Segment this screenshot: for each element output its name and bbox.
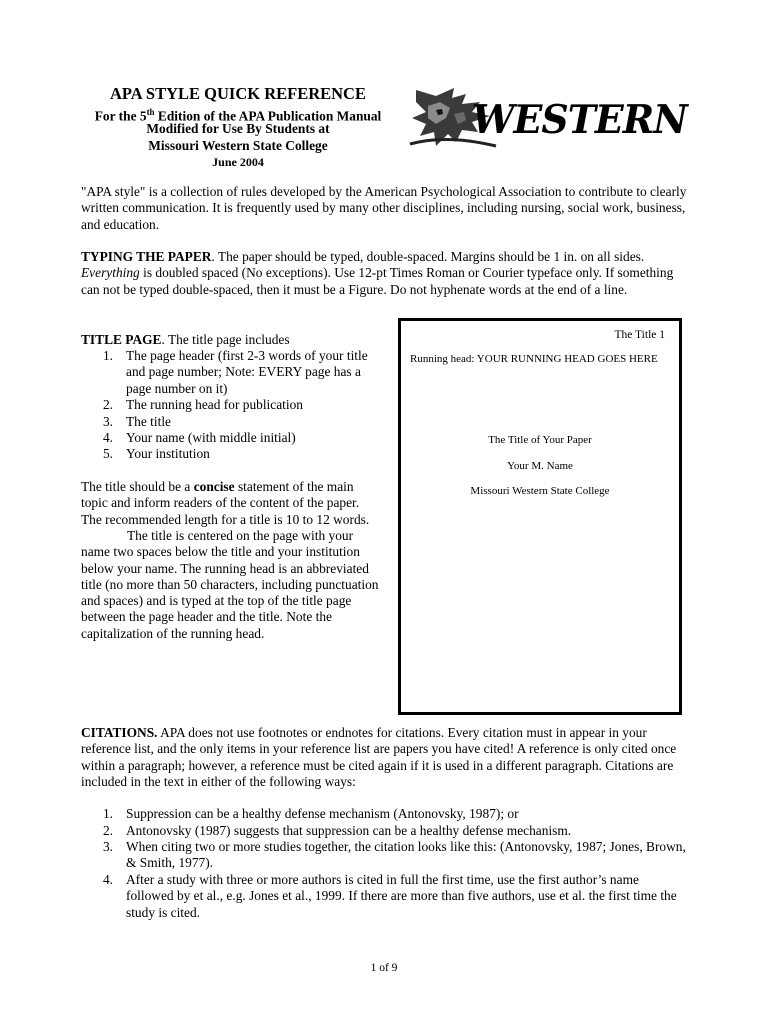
- document-title: APA STYLE QUICK REFERENCE: [110, 84, 366, 103]
- citations-paragraph: CITATIONS. APA does not use footnotes or endnotes for citations. Every citation must in appear in your reference list, and the only items in your reference list are papers you have cited! A reference is only cited once within a paragraph; however, a reference must be cited again if it is used in a different paragraph. Citations are included in the text in either of the following ways:: [81, 725, 677, 789]
- list-item: When citing two or more studies together, the citation looks like this: (Antonovsky, 1987; Jones, Brown, & Smith, 1977).: [126, 839, 686, 871]
- citations-list: 1. Suppression can be a healthy defense mechanism (Antonovsky, 1987); or 2. Antonovsky (1987) suggests that suppression can be a healthy defense mechanism. 3. When citing two or more studies together, the citation looks like this: (Antonovsky, 1987; Jones, Brown, & Smith, 1977). 4. After a study with three or more authors is cited in full the first time, use the first author’s name followed by et al., e.g. Jones et al., 1999. If there are more than five authors, use et al. the first time the study is cited.: [102, 806, 686, 920]
- citations-heading: CITATIONS.: [81, 725, 158, 740]
- typing-heading: TYPING THE PAPER: [81, 249, 212, 264]
- title-centering-paragraph: The title is centered on the page with your name two spaces below the title and your institution below your name. The running head is an abbreviated title (no more than 50 characters, including punctuation and spaces) and is typed at the top of the title page between the page header and the title. Note the capitalization of the running head.: [81, 528, 379, 641]
- title-page-intro: TITLE PAGE. The title page includes: [81, 332, 290, 347]
- intro-paragraph: "APA style" is a collection of rules developed by the American Psychological Association to contribute to clearly written communication. It is frequently used by many other disciplines, including nursing, social work, business, and education.: [81, 184, 687, 232]
- title-page-list: 1. The page header (first 2-3 words of your title and page number; Note: EVERY page has a page number on it) 2. The running head for publication 3. The title 4. Your name (with middle initial) 5. Your institution: [81, 348, 381, 468]
- logo-wordmark: WESTERN: [472, 97, 687, 143]
- list-item: Suppression can be a healthy defense mechanism (Antonovsky, 1987); or: [126, 806, 519, 821]
- list-item: Your name (with middle initial): [126, 430, 296, 445]
- sample-page-header: The Title 1: [614, 329, 665, 341]
- date-line: June 2004: [212, 155, 264, 169]
- title-description-paragraph: The title should be a concise statement of the main topic and inform readers of the content of the paper. The recommended length for a title is 10 to 12 words.: [81, 479, 370, 527]
- list-item: The title: [126, 414, 171, 429]
- sample-paper-title: The Title of Your Paper: [488, 434, 592, 446]
- list-item: The running head for publication: [126, 397, 304, 412]
- list-item: Your institution: [126, 446, 210, 461]
- list-item: After a study with three or more authors is cited in full the first time, use the first author’s name followed by et al., e.g. Jones et al., 1999. If there are more than five authors, use et al. the first time the study is cited.: [126, 872, 677, 920]
- title-page-heading: TITLE PAGE: [81, 332, 162, 347]
- college-line: Missouri Western State College: [148, 138, 328, 153]
- western-logo: [406, 84, 687, 154]
- sample-author-name: Your M. Name: [507, 460, 573, 472]
- sample-running-head: Running head: YOUR RUNNING HEAD GOES HERE: [410, 353, 658, 365]
- sample-institution: Missouri Western State College: [470, 485, 610, 497]
- edition-line: For the 5th Edition of the APA Publication Manual: [94, 107, 382, 124]
- typing-paragraph: TYPING THE PAPER. The paper should be typed, double-spaced. Margins should be 1 in. on all sides. Everything is doubled spaced (No exceptions). Use 12-pt Times Roman or Courier typeface only. If something can not be typed double-spaced, then it must be a Figure. Do not hyphenate words at the end of a line.: [81, 249, 674, 297]
- modified-line: Modified for Use By Students at: [146, 121, 330, 136]
- page-number: 1 of 9: [370, 962, 398, 974]
- sample-title-page: [398, 318, 682, 715]
- list-item: Antonovsky (1987) suggests that suppression can be a healthy defense mechanism.: [126, 823, 572, 838]
- list-item: The page header (first 2-3 words of your title and page number; Note: EVERY page has a page number on it): [126, 348, 368, 396]
